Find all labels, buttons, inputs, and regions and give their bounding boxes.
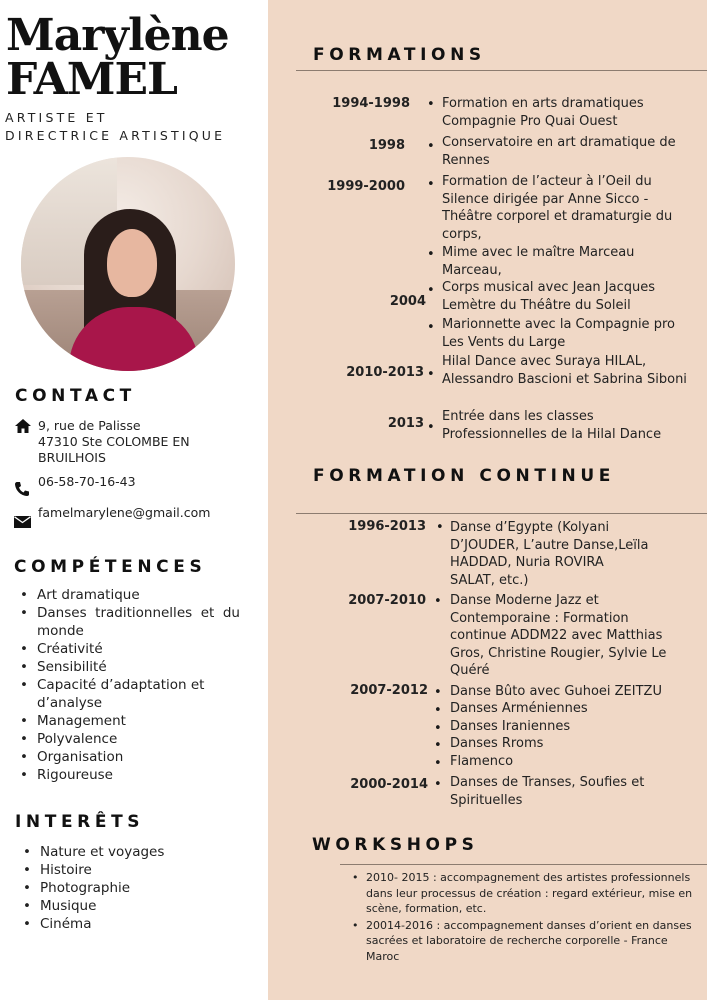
formation-continue-entry: Flamenco xyxy=(450,754,514,769)
phone-icon xyxy=(14,474,38,501)
divider xyxy=(296,513,707,514)
list-item: • Sensibilité xyxy=(15,658,240,676)
year-label: 2010-2013 xyxy=(346,365,424,380)
year-label: 2000-2014 xyxy=(350,777,428,792)
formation-continue-entry: Danse Bûto avec Guhoei ZEITZU xyxy=(450,684,662,699)
formation-entry: Corps musical avec Jean Jacques Lemètre du Théâtre du Soleil xyxy=(442,280,655,313)
year-label: 2007-2010 xyxy=(348,593,426,608)
interets-list xyxy=(18,843,238,933)
last-name: FAMEL xyxy=(6,54,177,105)
divider xyxy=(296,70,707,71)
address-line-1: 9, rue de Palisse xyxy=(38,418,141,433)
year-label: 1999-2000 xyxy=(327,179,405,194)
formation-entry: Hilal Dance avec Suraya HILAL, Alessandro Bascioni et Sabrina Siboni xyxy=(442,354,687,387)
formation-continue-entry: Danses Arméniennes xyxy=(450,701,588,716)
list-item: • Créativité xyxy=(15,640,240,658)
workshops-list xyxy=(350,870,695,965)
list-item: • Musique xyxy=(18,897,238,915)
address-line-2: 47310 Ste COLOMBE EN xyxy=(38,434,190,449)
year-label: 1996-2013 xyxy=(348,519,426,534)
profile-photo xyxy=(21,157,235,371)
list-item: • Photographie xyxy=(18,879,238,897)
year-label: 2004 xyxy=(389,294,426,309)
list-item: • Cinéma xyxy=(18,915,238,933)
divider xyxy=(340,864,707,865)
first-name: Marylène xyxy=(6,10,229,61)
email-address: famelmarylene@gmail.com xyxy=(38,505,211,520)
formation-continue-entry: Danses Rroms xyxy=(450,736,544,751)
contact-title: CONTACT xyxy=(15,386,136,406)
workshops-title: WORKSHOPS xyxy=(312,835,479,855)
list-item: • Rigoureuse xyxy=(15,766,240,784)
mail-icon xyxy=(14,505,38,532)
competences-title: COMPÉTENCES xyxy=(14,557,207,577)
list-item: • Organisation xyxy=(15,748,240,766)
list-item: • Capacité d’adaptation et d’analyse xyxy=(15,676,240,712)
formation-entry: Marionnette avec la Compagnie pro Les Vents du Large xyxy=(442,317,675,350)
list-item: • Danses traditionnelles et du monde xyxy=(15,604,240,640)
address-line-3: BRUILHOIS xyxy=(38,450,106,465)
year-label: 1994-1998 xyxy=(332,96,410,111)
formation-entry: Formation en arts dramatiques Compagnie Pro Quai Ouest xyxy=(442,96,644,129)
job-title-line-1: ARTISTE ET xyxy=(5,110,108,125)
phone-number: 06-58-70-16-43 xyxy=(38,474,136,489)
formation-continue-title: FORMATION CONTINUE xyxy=(313,466,615,486)
job-title-line-2: DIRECTRICE ARTISTIQUE xyxy=(5,128,226,143)
formation-continue-entry: Danse d’Egypte (Kolyani D’JOUDER, L’autre Danse,Leïla HADDAD, Nuria ROVIRA SALAT, etc.) xyxy=(450,520,649,588)
list-item: • 20014-2016 : accompagnement danses d’orient en danses sacrées et laboratoire de recherche corporelle - France Maroc xyxy=(350,918,695,965)
competences-list xyxy=(15,586,240,784)
contact-email xyxy=(14,505,238,532)
formation-entry: Mime avec le maître Marceau Marceau, xyxy=(442,245,635,278)
list-item: • Histoire xyxy=(18,861,238,879)
contact-address xyxy=(14,418,238,466)
list-item: • 2010- 2015 : accompagnement des artistes professionnels dans leur processus de création : regard extérieur, mise en scène, formation, etc. xyxy=(350,870,695,917)
list-item: • Polyvalence xyxy=(15,730,240,748)
formation-entry: Entrée dans les classes Professionnelles de la Hilal Dance xyxy=(442,409,662,442)
formations-title: FORMATIONS xyxy=(313,45,486,65)
interets-title: INTERÊTS xyxy=(15,812,145,832)
home-icon xyxy=(14,418,38,466)
list-item: • Art dramatique xyxy=(15,586,240,604)
year-label: 2013 xyxy=(387,416,424,431)
formation-continue-entry: Danses de Transes, Soufies et Spirituelles xyxy=(450,775,645,808)
year-label: 2007-2012 xyxy=(350,683,428,698)
job-title xyxy=(5,109,225,145)
contact-phone xyxy=(14,474,238,501)
formation-continue-entry: Danse Moderne Jazz et Contemporaine : Formation continue ADDM22 avec Matthias Gros, Christine Rougier, Sylvie Le Quéré xyxy=(450,593,667,678)
formation-entry: Formation de l’acteur à l’Oeil du Silence dirigée par Anne Sicco - Théâtre corporel et dramaturgie du corps, xyxy=(442,174,673,242)
year-label: 1998 xyxy=(368,138,405,153)
full-name xyxy=(6,10,229,105)
list-item: • Management xyxy=(15,712,240,730)
list-item: • Nature et voyages xyxy=(18,843,238,861)
formation-continue-entry: Danses Iraniennes xyxy=(450,719,571,734)
formation-entry: Conservatoire en art dramatique de Rennes xyxy=(442,135,676,168)
